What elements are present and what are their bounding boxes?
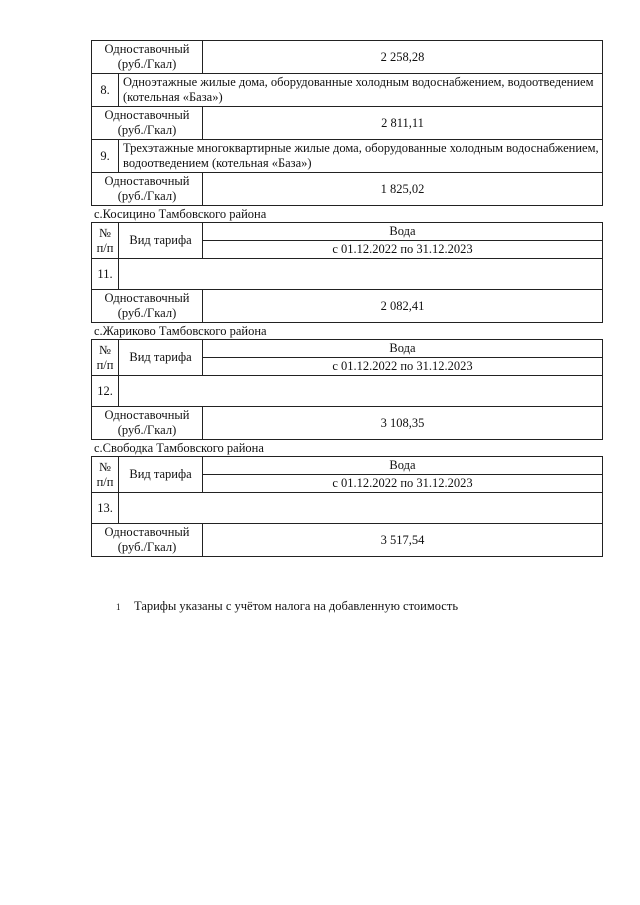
resource-header: Вода xyxy=(203,340,603,358)
tariff-value: 2 258,28 xyxy=(203,41,603,74)
section-table xyxy=(91,222,603,323)
period-header: с 01.12.2022 по 31.12.2023 xyxy=(203,241,603,259)
footnote-text: Тарифы указаны с учётом налога на добавленную стоимость xyxy=(134,599,459,613)
consumer-description xyxy=(119,376,603,407)
tariff-label: Одноставочный (руб./Гкал) xyxy=(92,290,203,323)
tariff-row xyxy=(92,407,603,440)
period-header: с 01.12.2022 по 31.12.2023 xyxy=(203,358,603,376)
tariff-label: Одноставочный (руб./Гкал) xyxy=(92,107,203,140)
tariff-label: Одноставочный (руб./Гкал) xyxy=(92,524,203,557)
header-row xyxy=(92,223,603,241)
tariff-type-header: Вид тарифа xyxy=(119,340,203,376)
period-header: с 01.12.2022 по 31.12.2023 xyxy=(203,475,603,493)
tariff-label: Одноставочный (руб./Гкал) xyxy=(92,173,203,206)
consumer-row xyxy=(92,140,603,173)
consumer-description: Одноэтажные жилые дома, оборудованные холодным водоснабжением, водоотведением (котельная «База») xyxy=(119,74,603,107)
consumer-description xyxy=(119,493,603,524)
section-caption: с.Жариково Тамбовского района xyxy=(94,324,267,338)
consumer-row xyxy=(92,376,603,407)
document-page xyxy=(91,40,603,557)
section-table xyxy=(91,339,603,440)
tariff-value: 1 825,02 xyxy=(203,173,603,206)
consumer-description: Трехэтажные многоквартирные жилые дома, оборудованные холодным водоснабжением, водоотведением (котельная «База») xyxy=(119,140,603,173)
tariff-row xyxy=(92,290,603,323)
row-number: 13. xyxy=(92,493,119,524)
tariff-type-header: Вид тарифа xyxy=(119,457,203,493)
row-number: 12. xyxy=(92,376,119,407)
resource-header: Вода xyxy=(203,457,603,475)
footnote-marker: 1 xyxy=(116,601,121,612)
num-header: № п/п xyxy=(92,457,119,493)
tariff-value: 2 811,11 xyxy=(203,107,603,140)
consumer-row xyxy=(92,74,603,107)
tariff-value: 3 108,35 xyxy=(203,407,603,440)
resource-header: Вода xyxy=(203,223,603,241)
section-caption: с.Косицино Тамбовского района xyxy=(94,207,267,221)
consumer-row xyxy=(92,259,603,290)
header-row xyxy=(92,457,603,475)
consumer-row xyxy=(92,493,603,524)
tariff-value: 2 082,41 xyxy=(203,290,603,323)
tariff-row xyxy=(92,524,603,557)
tariff-row xyxy=(92,173,603,206)
tariff-value: 3 517,54 xyxy=(203,524,603,557)
tariff-label: Одноставочный (руб./Гкал) xyxy=(92,407,203,440)
num-header: № п/п xyxy=(92,340,119,376)
tariff-type-header: Вид тарифа xyxy=(119,223,203,259)
section-table xyxy=(91,456,603,557)
footnote xyxy=(116,599,458,614)
header-row xyxy=(92,340,603,358)
tariff-row xyxy=(92,41,603,74)
row-number: 9. xyxy=(92,140,119,173)
section-caption: с.Свободка Тамбовского района xyxy=(94,441,264,455)
tariff-label: Одноставочный (руб./Гкал) xyxy=(92,41,203,74)
num-header: № п/п xyxy=(92,223,119,259)
tariff-row xyxy=(92,107,603,140)
row-number: 11. xyxy=(92,259,119,290)
top-tariff-table xyxy=(91,40,603,206)
row-number: 8. xyxy=(92,74,119,107)
consumer-description xyxy=(119,259,603,290)
